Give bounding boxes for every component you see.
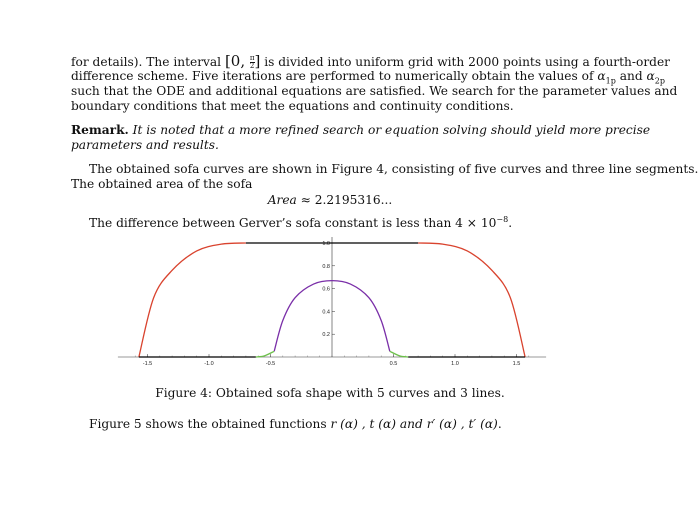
x-tick-label: 0.5 — [389, 361, 398, 367]
fraction-numerator: π — [249, 54, 255, 62]
fraction-denominator: 2 — [249, 62, 255, 70]
alpha-symbol: α — [597, 69, 606, 83]
remark-label: Remark. — [71, 123, 129, 137]
interval-close: ] — [254, 52, 261, 70]
y-tick-label: 0.8 — [322, 263, 330, 270]
interval-open: [0, — [224, 52, 250, 70]
figure5-sentence — [89, 417, 591, 432]
text-fragment: Figure 5 shows the obtained functions — [89, 417, 331, 431]
remark-line-2: parameters and results. — [71, 138, 219, 152]
y-tick-label: 0.4 — [322, 309, 330, 316]
y-tick-label: 0.6 — [322, 286, 330, 293]
x-tick-label: 1.0 — [451, 361, 459, 367]
exponent: −8 — [496, 215, 509, 224]
functions-math: r (α) , t (α) and r′ (α) , t′ (α) — [330, 417, 498, 431]
paragraph-line-3: such that the ODE and additional equations are satisfied. We search for the parameter values and — [71, 84, 678, 98]
x-tick-label: -1.0 — [204, 361, 214, 367]
figure-caption: Figure 4: Obtained sofa shape with 5 curves and 3 lines. — [155, 386, 505, 400]
text-fragment: is divided into uniform grid with 2000 points using a fourth-order — [260, 55, 671, 69]
plot-axes — [118, 237, 546, 367]
text-fragment: . — [497, 417, 502, 431]
alpha-subscript-1p: 1p — [605, 76, 616, 86]
series-small-left — [256, 351, 274, 357]
series-outer-left — [139, 243, 246, 357]
text-fragment: The difference between Gerver’s sofa constant is less than 4 × 10 — [89, 216, 497, 231]
remark-text: It is noted that a more refined search or equation solving should yield more precise — [132, 123, 651, 137]
series-outer-right — [418, 243, 525, 357]
area-label: Area — [267, 193, 297, 207]
area-value: ≈ 2.2195316... — [296, 193, 393, 207]
text-fragment: and — [615, 69, 647, 83]
text-fragment: for details). The interval — [71, 55, 225, 69]
x-tick-label: -1.5 — [142, 361, 153, 367]
alpha-subscript-2p: 2p — [654, 76, 665, 86]
text-fragment: . — [508, 216, 513, 231]
x-tick-label: 1.5 — [512, 361, 521, 367]
y-tick-label: 0.2 — [322, 332, 330, 339]
paragraph2-line-2: The obtained area of the sofa — [71, 177, 253, 191]
y-tick-label: 1.0 — [322, 241, 330, 247]
paragraph-line-4: boundary conditions that meet the equations and continuity conditions. — [71, 99, 514, 113]
alpha-symbol: α — [646, 69, 655, 83]
text-fragment: difference scheme. Five iterations are performed to numerically obtain the values of — [71, 69, 598, 83]
series-small-right — [390, 351, 408, 357]
paragraph2-line-1: The obtained sofa curves are shown in Figure 4, consisting of five curves and three line segments. — [89, 162, 698, 176]
x-tick-label: -0.5 — [265, 361, 276, 367]
